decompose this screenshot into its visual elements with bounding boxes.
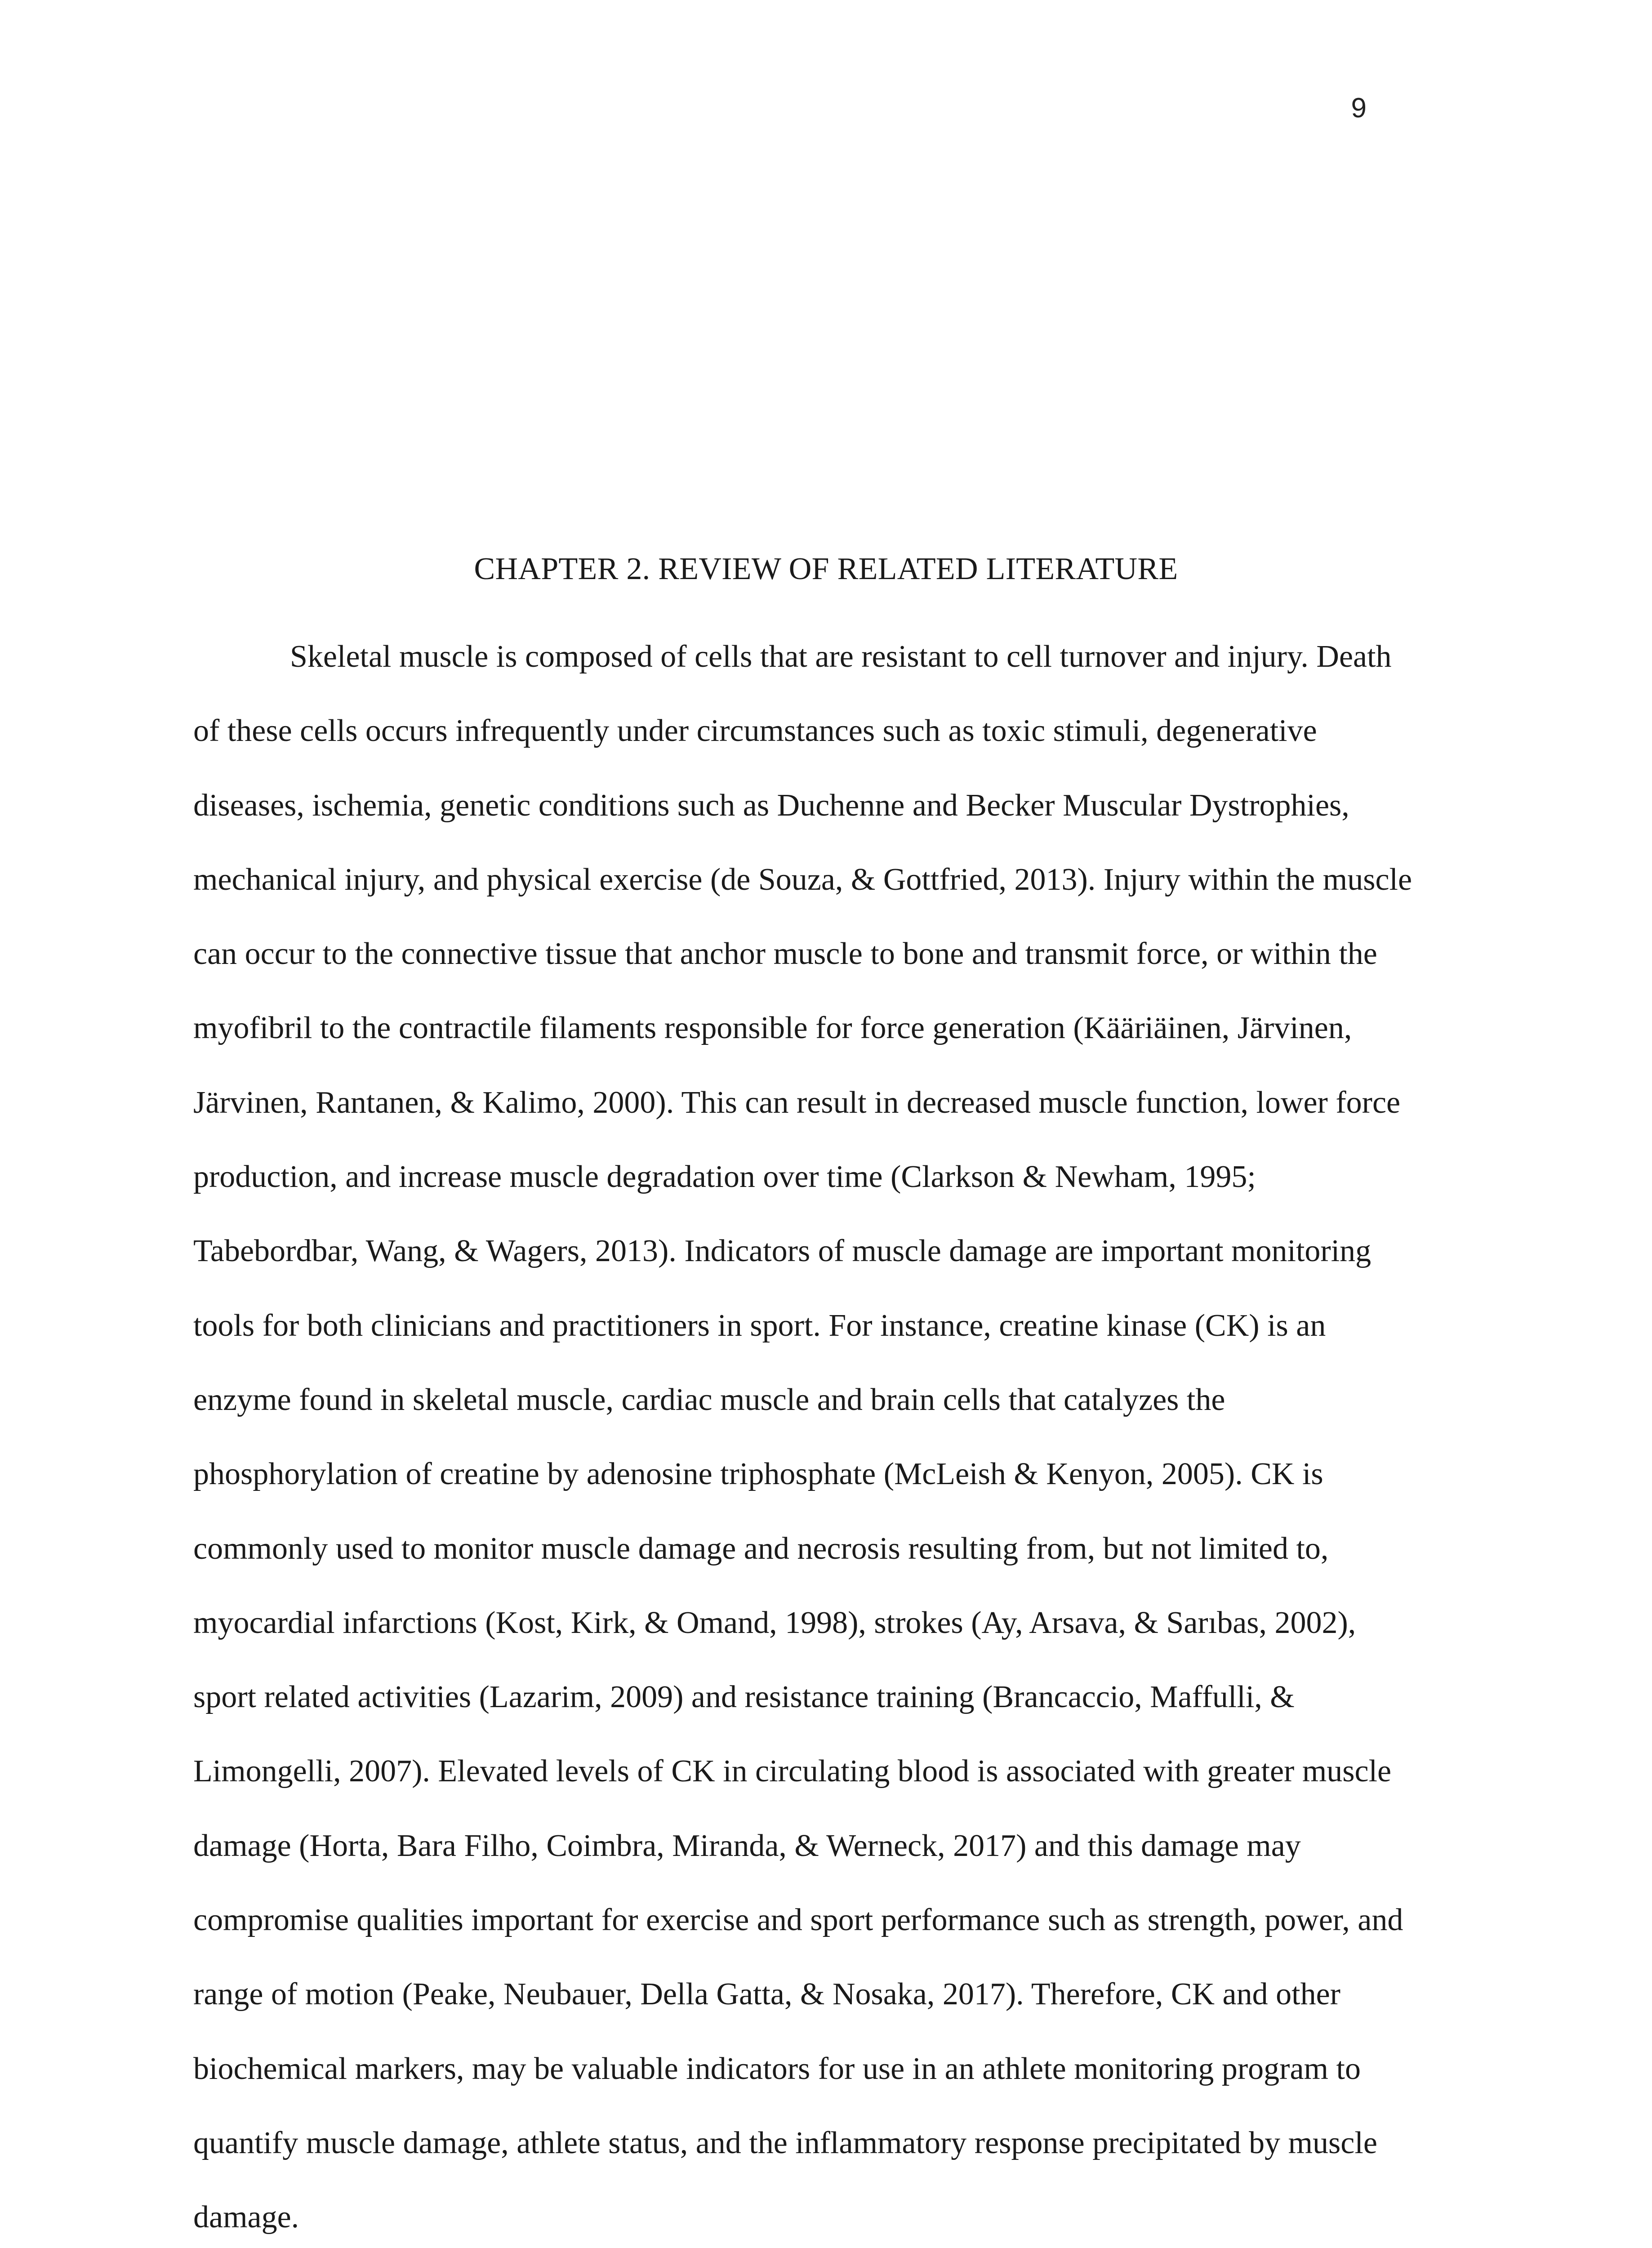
paragraph-line: enzyme found in skeletal muscle, cardiac muscle and brain cells that catalyzes the bbox=[193, 1382, 1225, 1417]
paragraph-line: diseases, ischemia, genetic conditions such as Duchenne and Becker Muscular Dystrophies, bbox=[193, 788, 1349, 823]
page-number: 9 bbox=[1351, 93, 1367, 124]
paragraph-line: Limongelli, 2007). Elevated levels of CK in circulating blood is associated with greater muscle bbox=[193, 1754, 1392, 1789]
paragraph-line: range of motion (Peake, Neubauer, Della Gatta, & Nosaka, 2017). Therefore, CK and other bbox=[193, 1977, 1340, 2012]
paragraph-line: quantify muscle damage, athlete status, and the inflammatory response precipitated by muscle bbox=[193, 2125, 1377, 2160]
paragraph-line: production, and increase muscle degradation over time (Clarkson & Newham, 1995; bbox=[193, 1160, 1256, 1195]
paragraph-line: myocardial infarctions (Kost, Kirk, & Omand, 1998), strokes (Ay, Arsava, & Sarıbas, 2002), bbox=[193, 1605, 1356, 1640]
paragraph-line: myofibril to the contractile filaments responsible for force generation (Kääriäinen, Järvinen, bbox=[193, 1011, 1352, 1046]
paragraph-line: biochemical markers, may be valuable indicators for use in an athlete monitoring program to bbox=[193, 2051, 1361, 2086]
paragraph-line: damage (Horta, Bara Filho, Coimbra, Miranda, & Werneck, 2017) and this damage may bbox=[193, 1828, 1301, 1863]
paragraph-line: phosphorylation of creatine by adenosine triphosphate (McLeish & Kenyon, 2005). CK is bbox=[193, 1457, 1323, 1492]
paragraph-line: mechanical injury, and physical exercise (de Souza, & Gottfried, 2013). Injury within the muscle bbox=[193, 862, 1412, 897]
paragraph-line: sport related activities (Lazarim, 2009) and resistance training (Brancaccio, Maffulli, & bbox=[193, 1680, 1295, 1715]
paragraph-line: Skeletal muscle is composed of cells that are resistant to cell turnover and injury. Death bbox=[290, 639, 1392, 674]
paragraph-line: commonly used to monitor muscle damage and necrosis resulting from, but not limited to, bbox=[193, 1531, 1329, 1566]
paragraph-line: damage. bbox=[193, 2200, 299, 2235]
paragraph-line: Järvinen, Rantanen, & Kalimo, 2000). This can result in decreased muscle function, lower force bbox=[193, 1085, 1401, 1120]
paragraph-line: of these cells occurs infrequently under circumstances such as toxic stimuli, degenerative bbox=[193, 714, 1317, 749]
paragraph-line: Tabebordbar, Wang, & Wagers, 2013). Indicators of muscle damage are important monitoring bbox=[193, 1234, 1371, 1269]
paragraph-line: compromise qualities important for exercise and sport performance such as strength, power, and bbox=[193, 1903, 1403, 1938]
paragraph-line: can occur to the connective tissue that anchor muscle to bone and transmit force, or within the bbox=[193, 937, 1377, 972]
paragraph-line: tools for both clinicians and practitioners in sport. For instance, creatine kinase (CK) is an bbox=[193, 1308, 1326, 1343]
body-paragraph bbox=[193, 620, 1461, 2248]
chapter-heading: CHAPTER 2. REVIEW OF RELATED LITERATURE bbox=[474, 552, 1178, 586]
